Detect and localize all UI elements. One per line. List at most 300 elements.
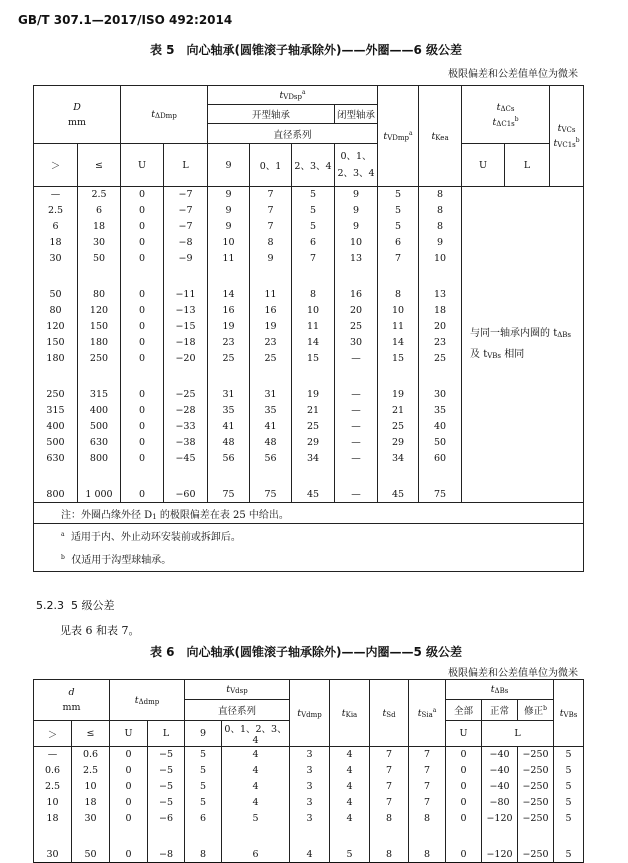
table6-cell: 30 [72,811,110,827]
table6-row [34,747,584,763]
table5-cell: 315 [34,403,78,419]
table5-empty-cell [335,467,378,487]
document-header: GB/T 307.1—2017/ISO 492:2014 [18,13,233,27]
table5-cell: 21 [292,403,335,419]
table5-header-tvdsp: tVDsp$^a$ [208,86,378,105]
table5-cell: 30 [335,335,378,351]
table5-cell: 19 [208,319,250,335]
table5-empty-cell [378,267,419,287]
table6-cell: 0 [446,795,482,811]
table6-cell: 7 [409,795,446,811]
table5-empty-cell [335,267,378,287]
table5-cell: 400 [34,419,78,435]
table5-cell: 31 [208,387,250,403]
table5-cell: 34 [378,451,419,467]
table5-cell: −7 [164,219,208,235]
table5-cell: 50 [34,287,78,303]
table6-cell: 7 [409,747,446,763]
table5-cell: 30 [34,251,78,267]
table6-cell: 0 [446,763,482,779]
table6-header-tvdsp: tVdsp [185,680,290,700]
table6-cell: 3 [290,747,330,763]
table6-header-gt: ＞ [34,721,72,747]
table6-cell: −250 [518,847,554,863]
table5-cell: 7 [250,219,292,235]
table5-cell: 40 [419,419,462,435]
table6-header-L: L [148,721,185,747]
table6-cell: 0 [110,847,148,863]
table5-cell: 48 [250,435,292,451]
table5-footnotes: $^a$ 适用于内、外止动环安装前或拆卸后。 $^b$ 仅适用于沟型球轴承。 [34,524,584,572]
table5-header-01: 0、1 [250,144,292,187]
table6-cell: 3 [290,811,330,827]
table6-cell: 0 [446,811,482,827]
table6-header-U: U [110,721,148,747]
table5-header-U: U [121,144,164,187]
table5-empty-cell [78,467,121,487]
table6-cell: 0 [110,811,148,827]
table6-cell: −40 [482,779,518,795]
table5-cell: 60 [419,451,462,467]
table5-cell: 10 [419,251,462,267]
table6-cell: 4 [222,747,290,763]
table6-row [34,847,584,863]
table5-cell: 120 [34,319,78,335]
table6-cell: 4 [290,847,330,863]
table6-cell: 7 [409,763,446,779]
table6-header-tddmp: tΔdmp [110,680,185,721]
table6-cell: 0 [110,779,148,795]
table6-cell: 8 [409,811,446,827]
table6-empty-cell [222,827,290,847]
table6-header-le: ≤ [72,721,110,747]
table5-cell: 6 [292,235,335,251]
table6-spacer-row [34,827,584,847]
table5-empty-cell [121,367,164,387]
table6-empty-cell [110,827,148,847]
table6-cell: 8 [370,811,409,827]
table6-cell: −8 [148,847,185,863]
table5-header-D: D mm [34,86,121,144]
table5-cell: 9 [208,187,250,203]
table5-cell: 150 [78,319,121,335]
table5-cell: 25 [335,319,378,335]
table6-cell: 18 [34,811,72,827]
table5-header-tvdmp: tVDmp$^a$ [378,86,419,187]
table5-cell: −28 [164,403,208,419]
table5-cell: 11 [378,319,419,335]
table5-cell: — [335,351,378,367]
table5-empty-cell [419,467,462,487]
table6-cell: 4 [222,795,290,811]
table5-cell: −13 [164,303,208,319]
table5-cell: — [335,487,378,503]
table5-cell: 180 [34,351,78,367]
table5-cell: 15 [378,351,419,367]
table6-cell: 2.5 [34,779,72,795]
table6-cell: 10 [34,795,72,811]
table6-cell: 10 [72,779,110,795]
table5-note: 注：外圈凸缘外径 D1 的极限偏差在表 25 中给出。 [34,503,584,524]
table5-cell: 0 [121,251,164,267]
table6-cell: −120 [482,847,518,863]
table5-cell: 800 [34,487,78,503]
table6-cell: 8 [409,847,446,863]
table5-cell: 150 [34,335,78,351]
table5-cell: 75 [208,487,250,503]
table5-header-tkea: tKea [419,86,462,187]
table5-cell: 5 [292,187,335,203]
table5-cell: — [335,451,378,467]
table6-cell: −5 [148,763,185,779]
table5-cell: 5 [292,203,335,219]
table6-cell: 4 [330,763,370,779]
table5-cell: 0 [121,319,164,335]
table6-header-modified: 修正$^b$ [518,700,554,721]
table6-header-tdbs: tΔBs [446,680,554,700]
table5-unit-note: 极限偏差和公差值单位为微米 [448,69,578,80]
table5-cell: 14 [292,335,335,351]
table5-cell: 14 [208,287,250,303]
table5-caption: 表 5 向心轴承(圆锥滚子轴承除外)——外圈——6 级公差 [150,43,463,57]
table5-remark: 与同一轴承内圈的 tΔBs 及 tVBs 相同 [462,187,584,503]
table5-cell: 500 [34,435,78,451]
table5-cell: 56 [250,451,292,467]
table5-cell: 75 [250,487,292,503]
table5-cell: 2.5 [78,187,121,203]
table5-cell: 8 [419,203,462,219]
table5-cell: 21 [378,403,419,419]
table5-cell: 5 [292,219,335,235]
table5-header-234: 2、3、4 [292,144,335,187]
table5-cell: 180 [78,335,121,351]
table5-cell: 9 [250,251,292,267]
table5-cell: 0 [121,487,164,503]
table5-cell: 35 [419,403,462,419]
table5-cell: 35 [208,403,250,419]
table5-cell: 19 [378,387,419,403]
table5-empty-cell [121,467,164,487]
table5-empty-cell [378,467,419,487]
table6-cell: −5 [148,747,185,763]
table6-row [34,779,584,795]
table5-cell: 34 [292,451,335,467]
table6-cell: −5 [148,779,185,795]
table5-empty-cell [208,367,250,387]
table5-cell: 0 [121,335,164,351]
table5-cell: 41 [250,419,292,435]
table5-cell: 0 [121,435,164,451]
table5-header-closed: 闭型轴承 [335,105,378,124]
table6-cell: 0 [110,795,148,811]
table5-cell: 41 [208,419,250,435]
table5-cell: 8 [378,287,419,303]
table5-cell: 16 [250,303,292,319]
table6-header-U2: U [446,721,482,747]
table5-cell: 8 [419,219,462,235]
table6-cell: 4 [330,779,370,795]
section-heading: 5.2.3 5 级公差 [36,599,115,612]
table5-cell: 29 [292,435,335,451]
table5-cell: 80 [78,287,121,303]
table5-cell: 2.5 [34,203,78,219]
table5-cell: 400 [78,403,121,419]
table5-cell: 15 [292,351,335,367]
table6-cell: −6 [148,811,185,827]
table5-cell: 45 [292,487,335,503]
table5-cell: 25 [292,419,335,435]
table6-empty-cell [446,827,482,847]
table5-cell: 25 [208,351,250,367]
table5-empty-cell [292,267,335,287]
table5-cell: 250 [78,351,121,367]
table5-cell: 31 [250,387,292,403]
table5-cell: 10 [208,235,250,251]
table6-cell: 0 [446,847,482,863]
table5-empty-cell [78,367,121,387]
table5-cell: −45 [164,451,208,467]
table5-cell: 23 [250,335,292,351]
table5-empty-cell [292,467,335,487]
table5-cell: — [34,187,78,203]
table5-cell: 0 [121,403,164,419]
table5-cell: 0 [121,419,164,435]
table5-cell: 45 [378,487,419,503]
table5-cell: 0 [121,303,164,319]
table6-header-diam-series: 直径系列 [185,700,290,721]
table6-cell: 6 [185,811,222,827]
table6-empty-cell [34,827,72,847]
table5-cell: 0 [121,219,164,235]
table5-cell: 800 [78,451,121,467]
table6-empty-cell [148,827,185,847]
table5-cell: 8 [419,187,462,203]
table6-cell: 7 [409,779,446,795]
table6-empty-cell [72,827,110,847]
table6-cell: 4 [330,747,370,763]
table5-cell: 56 [208,451,250,467]
table5-header-diam-series: 直径系列 [208,124,378,144]
table5-empty-cell [34,267,78,287]
table5-cell: 50 [419,435,462,451]
table6-cell: 3 [290,763,330,779]
table6-header-tsd: tSd [370,680,409,747]
table6-cell: 7 [370,779,409,795]
table5-cell: 18 [419,303,462,319]
table5-cell: 6 [378,235,419,251]
table5-empty-cell [78,267,121,287]
table6-cell: 2.5 [72,763,110,779]
table6-empty-cell [518,827,554,847]
table5-cell: 7 [250,187,292,203]
table6-cell: 30 [34,847,72,863]
table6-cell: 5 [185,763,222,779]
table5-cell: 9 [419,235,462,251]
table5-empty-cell [208,267,250,287]
table5-empty-cell [164,267,208,287]
table5-cell: 18 [78,219,121,235]
table5-cell: 11 [208,251,250,267]
table5-cell: 500 [78,419,121,435]
table5-cell: 18 [34,235,78,251]
table6-header-01234: 0、1、2、3、4 [222,721,290,747]
table5-cell: −25 [164,387,208,403]
table6-header-all: 全部 [446,700,482,721]
table5-cell: 75 [419,487,462,503]
table5-empty-cell [250,367,292,387]
table6-empty-cell [330,827,370,847]
table6-empty-cell [290,827,330,847]
table6-cell: 4 [330,795,370,811]
table6-header-tkia: tKia [330,680,370,747]
table5-cell: — [335,387,378,403]
table5-cell: — [335,435,378,451]
table6-header-tsia: tSia$^a$ [409,680,446,747]
table5-empty-cell [34,467,78,487]
table6-cell: −40 [482,763,518,779]
table5-cell: 19 [292,387,335,403]
table6-cell: 5 [554,779,584,795]
table6-cell: 0 [446,747,482,763]
table5-cell: 11 [250,287,292,303]
table5-header-tdmp: tΔDmp [121,86,208,144]
table5-empty-cell [378,367,419,387]
table5-cell: 5 [378,187,419,203]
table6-cell: 0 [110,747,148,763]
table6-cell: 5 [554,847,584,863]
table5-cell: −33 [164,419,208,435]
table5-header-L2: L [505,144,550,187]
table6-cell: 0.6 [72,747,110,763]
table6-empty-cell [554,827,584,847]
table6-cell: −250 [518,795,554,811]
table5-cell: 0 [121,235,164,251]
table5-cell: −60 [164,487,208,503]
table5-cell: 25 [419,351,462,367]
table6-row [34,763,584,779]
table5-cell: 7 [378,251,419,267]
section-text: 见表 6 和表 7。 [60,624,140,637]
table5-cell: 30 [419,387,462,403]
table5-cell: 48 [208,435,250,451]
table5-empty-cell [419,267,462,287]
table6-header-normal: 正常 [482,700,518,721]
table5-header-L: L [164,144,208,187]
table6-cell: 5 [222,811,290,827]
table6-cell: 5 [185,747,222,763]
table6-cell: 4 [330,811,370,827]
table5-empty-cell [164,367,208,387]
table5-cell: 14 [378,335,419,351]
table5-cell: −11 [164,287,208,303]
table6-cell: 5 [185,795,222,811]
table6-cell: 4 [222,779,290,795]
table6-cell: −250 [518,763,554,779]
table5-empty-cell [164,467,208,487]
table5-cell: 29 [378,435,419,451]
table5-cell: 35 [250,403,292,419]
table6-cell: 8 [370,847,409,863]
table6-cell: 18 [72,795,110,811]
table5-empty-cell [335,367,378,387]
table5-cell: 19 [250,319,292,335]
table5-cell: 0 [121,287,164,303]
table6-header-tvbs: tVBs [554,680,584,747]
table6-caption: 表 6 向心轴承(圆锥滚子轴承除外)——内圈——5 级公差 [150,645,463,659]
table5-cell: −9 [164,251,208,267]
table6-cell: 3 [290,779,330,795]
table5-cell: 9 [208,203,250,219]
table5-cell: 5 [378,203,419,219]
table6-cell: 7 [370,795,409,811]
table5-cell: 80 [34,303,78,319]
table5-cell: 7 [292,251,335,267]
table5-cell: 6 [78,203,121,219]
table6-cell: 7 [370,747,409,763]
table6-empty-cell [409,827,446,847]
table6-cell: 0 [110,763,148,779]
table5-cell: 13 [335,251,378,267]
table5-header-tdcs: tΔCs $t\Delta C1s^b$ [462,86,550,144]
table5-cell: 8 [292,287,335,303]
table5-cell: 0 [121,203,164,219]
table5-cell: −7 [164,187,208,203]
table6-cell: 5 [554,795,584,811]
table5-cell: 20 [335,303,378,319]
table6-cell: 5 [554,747,584,763]
table5-cell: 315 [78,387,121,403]
table6-cell: −40 [482,747,518,763]
table5-cell: −8 [164,235,208,251]
table6 [33,679,584,863]
table6-cell: −250 [518,747,554,763]
table6-cell: 5 [185,779,222,795]
table5-cell: 23 [208,335,250,351]
table5-empty-cell [121,267,164,287]
table5-cell: 9 [335,203,378,219]
table6-cell: 7 [370,763,409,779]
table5-cell: 6 [34,219,78,235]
table5-cell: 630 [34,451,78,467]
table5-header-9: 9 [208,144,250,187]
table5-cell: 0 [121,451,164,467]
table5-cell: 25 [250,351,292,367]
table5-cell: −18 [164,335,208,351]
table6-cell: — [34,747,72,763]
table5-cell: — [335,419,378,435]
table5-cell: 9 [335,187,378,203]
table6-cell: 4 [222,763,290,779]
table5-empty-cell [250,267,292,287]
table5-header-le: ≤ [78,144,121,187]
table6-unit-note: 极限偏差和公差值单位为微米 [448,668,578,679]
table5-cell: 9 [208,219,250,235]
table6-header-d: d mm [34,680,110,721]
table6-cell: −80 [482,795,518,811]
table6-cell: 3 [290,795,330,811]
table5-cell: 25 [378,419,419,435]
table5-cell: 7 [250,203,292,219]
table6-cell: 6 [222,847,290,863]
table5-cell: 10 [335,235,378,251]
table5-cell: 630 [78,435,121,451]
table5-header-01234: 0、1、2、3、4 [335,144,378,187]
table6-empty-cell [185,827,222,847]
table6-cell: 5 [554,763,584,779]
table6-header-tvdmp: tVdmp [290,680,330,747]
table6-row [34,811,584,827]
table6-cell: 5 [330,847,370,863]
